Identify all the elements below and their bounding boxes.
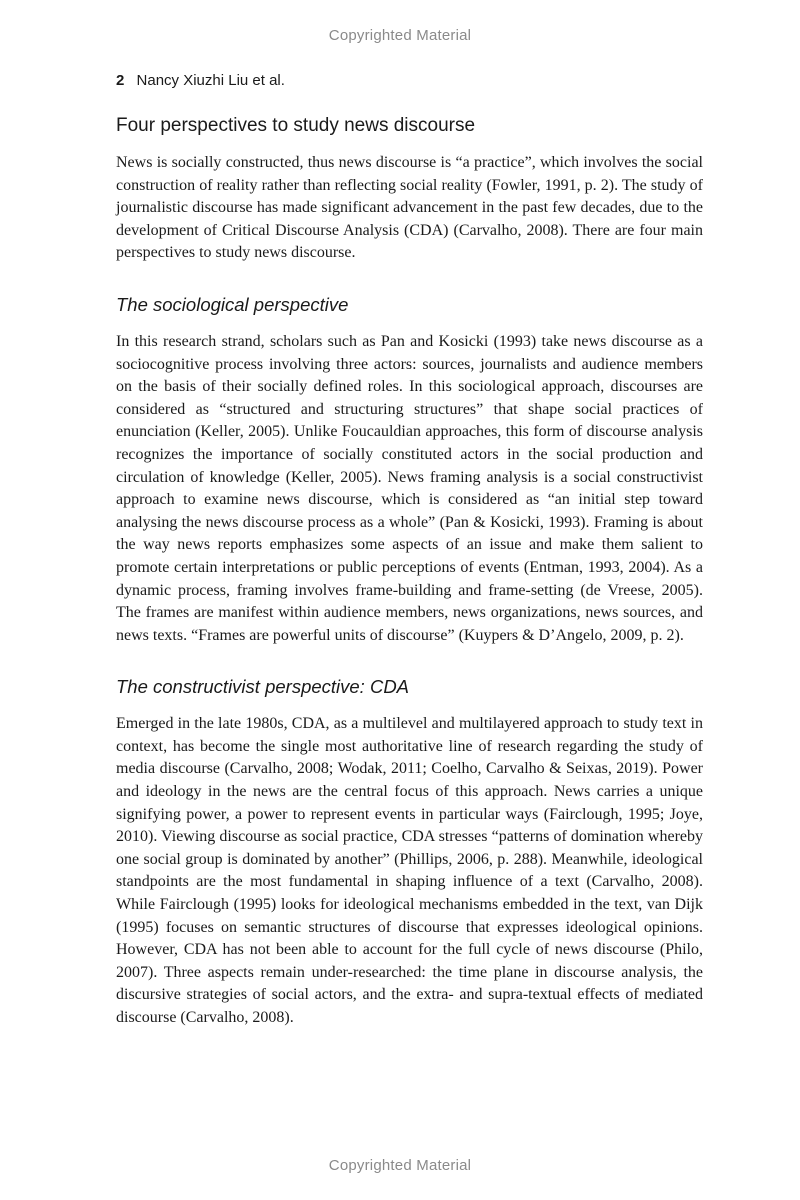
page-number: 2 (116, 72, 125, 89)
author-line: Nancy Xiuzhi Liu et al. (136, 72, 285, 89)
subsection-heading-constructivist: The constructivist perspective: CDA (116, 676, 410, 698)
subsection-heading-sociological: The sociological perspective (116, 293, 349, 315)
copyright-watermark-bottom: Copyrighted Material (328, 1157, 472, 1174)
copyright-watermark-top: Copyrighted Material (328, 27, 472, 44)
paragraph-sociological: In this research strand, scholars such as Pan and Kosicki (1993) take news discourse as a sociocognitive process involving three actors: sources, journalists and audience members on the basis of their socially defined roles. In this sociological approach, discourses are considered as “structured and structuring structures” that shape social practices of enunciation (Keller, 2005). Unlike Foucauldian approaches, this form of discourse analysis recognizes the importance of socially constituted actors in the social production and circulation of knowledge (Keller, 2005). News framing analysis is a social constructivist approach to examine news discourse, which is considered as “an initial step toward analysing the news discourse process as a whole” (Pan & Kosicki, 1993). Framing is about the way news reports emphasizes some aspects of an issue and make them salient to promote certain interpretations or public perceptions of events (Entman, 1993, 2004). As a dynamic process, framing involves frame-building and frame-setting (de Vreese, 2005). The frames are manifest within audience members, news organizations, news sources, and news texts. “Frames are powerful units of discourse” (Kuypers & D’Angelo, 2009, p. 2). (116, 332, 703, 644)
page-body (116, 112, 703, 1030)
paragraph-intro: News is socially constructed, thus news discourse is “a practice”, which involves the social construction of reality rather than reflecting social reality (Fowler, 1991, p. 2). The study of journalistic discourse has made significant advancement in the past few decades, due to the development of Critical Discourse Analysis (CDA) (Carvalho, 2008). There are four main perspectives to study news discourse. (116, 154, 703, 262)
running-head (116, 72, 285, 89)
section-heading-four-perspectives: Four perspectives to study news discourse (116, 115, 476, 136)
paragraph-constructivist: Emerged in the late 1980s, CDA, as a multilevel and multilayered approach to study text in context, has become the single most authoritative line of research regarding the study of media discourse (Carvalho, 2008; Wodak, 2011; Coelho, Carvalho & Seixas, 2019). Power and ideology in the news are the central focus of this approach. News carries a unique signifying power, a power to represent events in particular ways (Fairclough, 1995; Joye, 2010). Viewing discourse as social practice, CDA stresses “patterns of domination whereby one social group is dominated by another” (Phillips, 2006, p. 288). Meanwhile, ideological standpoints are the most fundamental in shaping influence of a text (Carvalho, 2008). While Fairclough (1995) looks for ideological mechanisms embedded in the text, van Dijk (1995) focuses on semantic structures of discourse that expresses ideological opinions. However, CDA has not been able to account for the full cycle of news discourse (Philo, 2007). Three aspects remain under-researched: the time plane in discourse analysis, the discursive strategies of social actors, and the extra- and supra-textual effects of mediated discourse (Carvalho, 2008). (116, 715, 703, 1026)
